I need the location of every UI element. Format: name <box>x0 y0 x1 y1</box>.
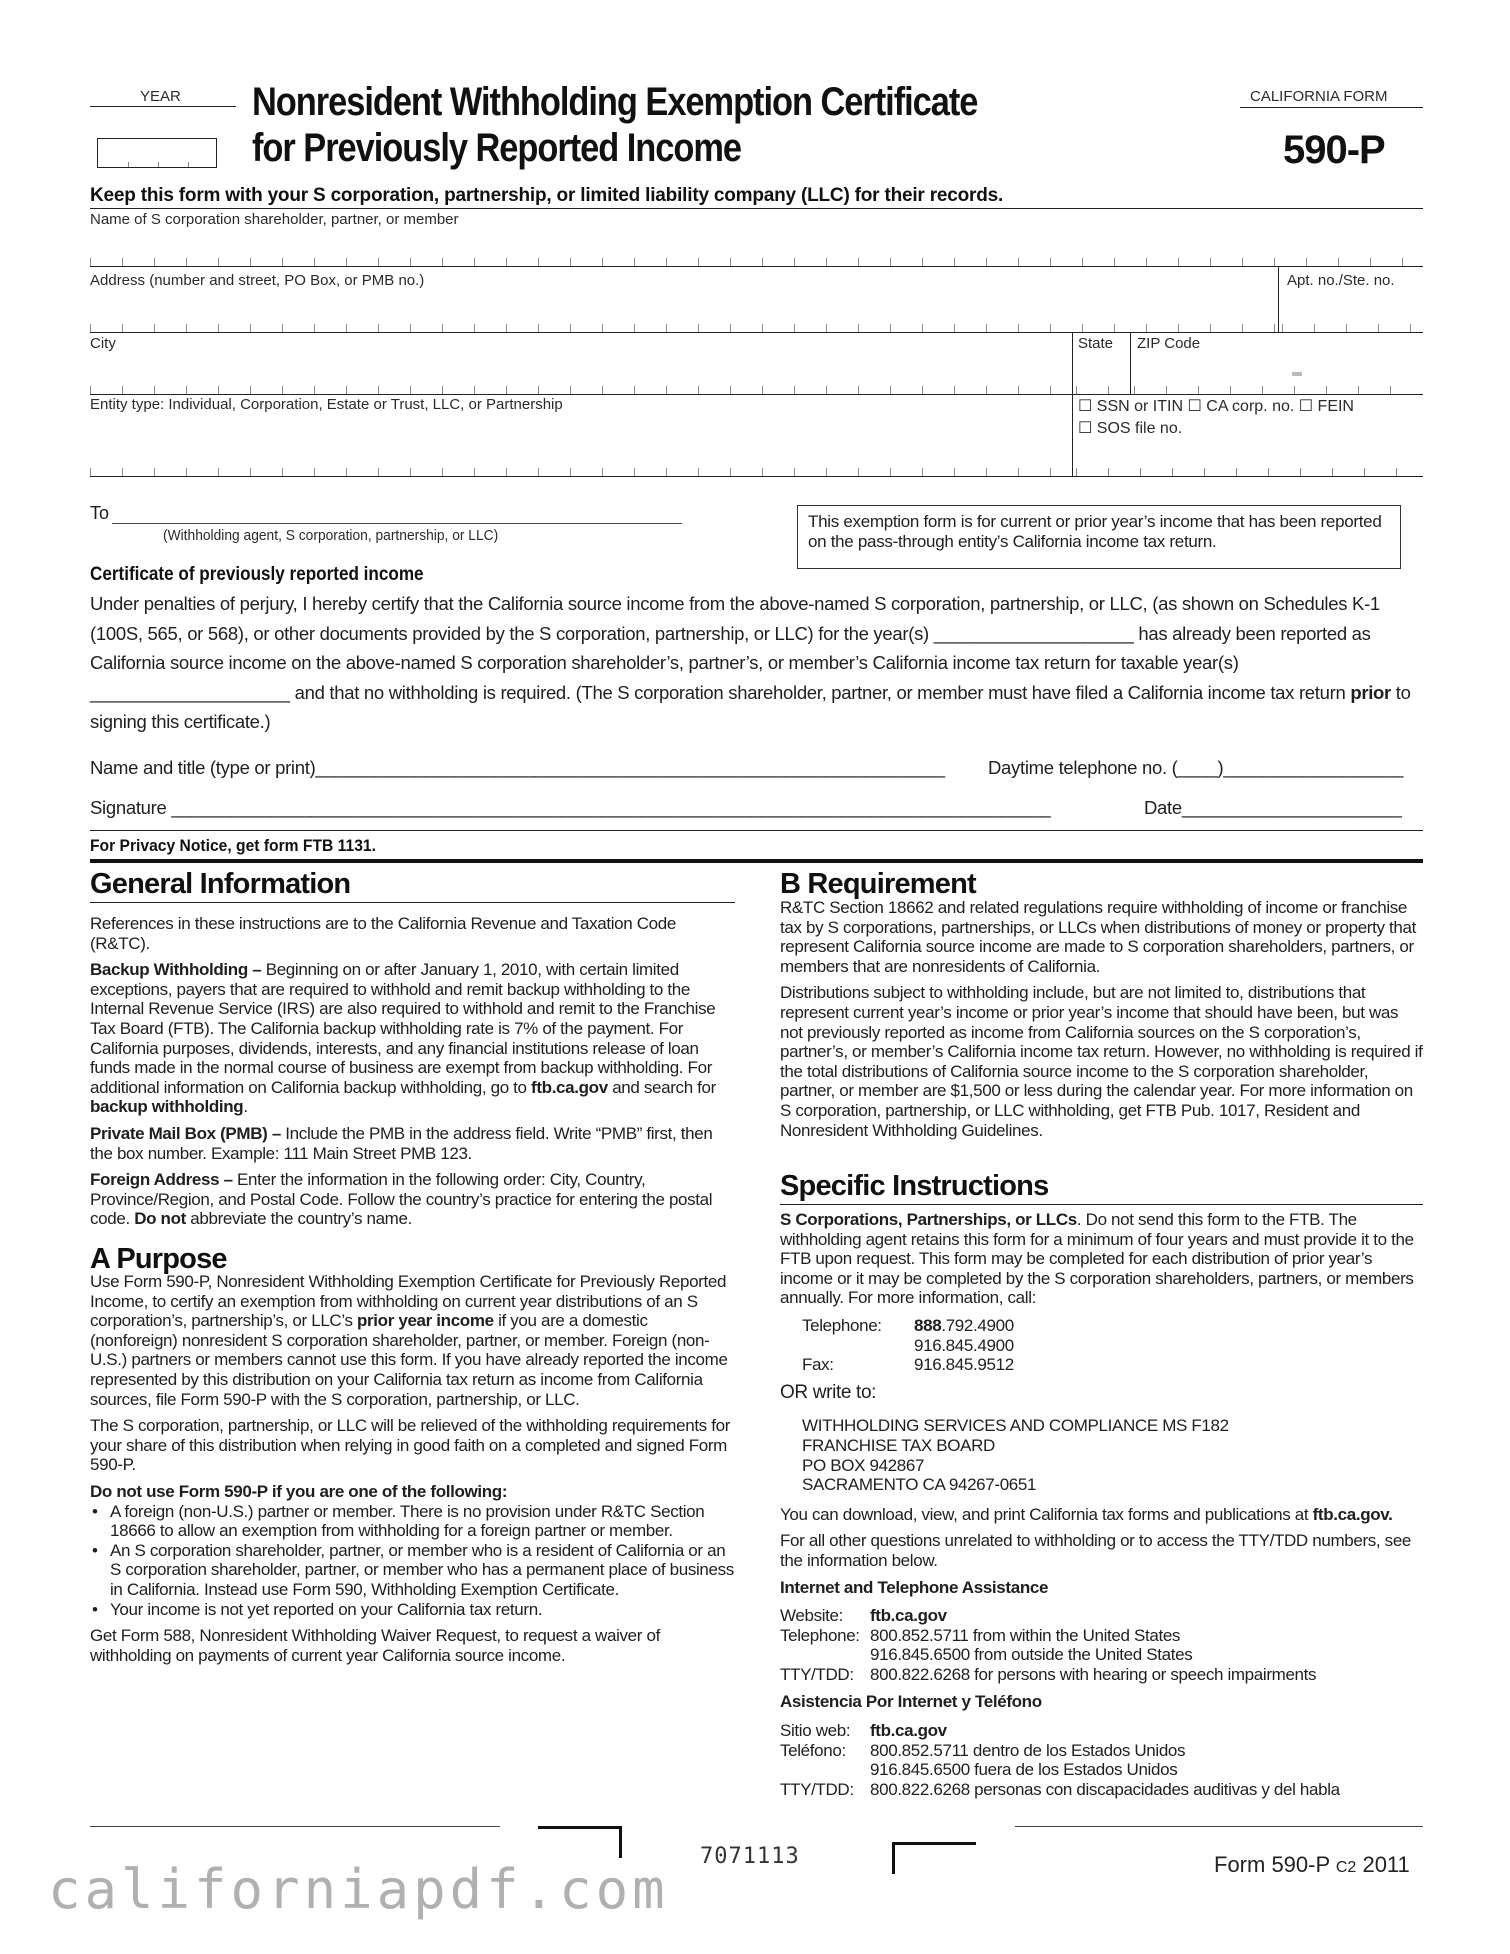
contact-phones: Telephone: 888.792.4900 916.845.4900 Fax: 916.845.9512 <box>802 1315 1014 1375</box>
general-info-text: References in these instructions are to the California Revenue and Taxation Code (R&TC). Backup Withholding – Beginning on or after January 1, 2010, with certain limited exceptions, payers that are required to withhold and remit backup withholding to the Internal Revenue Service (IRS) are also required to withhold and remit to the Franchise Tax Board (FTB). The California backup withholding rate is 7% of the payment. For California purposes, dividends, interests, and any financial institutions release of loan funds made in the normal course of business are exempt from backup withholding. For additional information on California backup withholding, go to ftb.ca.gov and search for backup withholding. Private Mail Box (PMB) – Include the PMB in the address field. Write “PMB” first, then the box number. Example: 111 Main Street PMB 123. Foreign Address – Enter the information in the following order: City, Country, Province/Region, and Postal Code. Follow the country’s practice for entering the postal code. Do not abbreviate the country’s name. <box>90 914 716 1229</box>
list-item: • Your income is not yet reported on your California tax return. <box>90 1600 735 1620</box>
year-label: YEAR <box>140 88 181 105</box>
purpose-bullets <box>90 1502 735 1620</box>
certificate-text: Under penalties of perjury, I hereby certify that the California source income from the above-named S corporation, partnership, or LLC, (as shown on Schedules K-1 (100S, 565, or 568), or other documents provided by the S corporation, partnership, or LLC) for the year(s) ____________________ has already been reported as California source income on the above-named S corporation shareholder’s, partner’s, or member’s California income tax return for taxable year(s) ____________________ and that no withholding is required. (The S corporation shareholder, partner, or member must have filed a California income tax return prior to signing this certificate.) <box>90 593 1411 732</box>
telephone-field[interactable]: Daytime telephone no. (____)__________________ <box>988 757 1404 778</box>
shareholder-name-label: Name of S corporation shareholder, partner, or member <box>90 211 459 228</box>
signature-field[interactable]: Signature ________________________________________________________________________________________ <box>90 797 1051 818</box>
state-field[interactable] <box>1076 386 1128 394</box>
california-form-label: CALIFORNIA FORM <box>1250 88 1388 105</box>
state-label: State <box>1078 335 1114 352</box>
shareholder-name-field[interactable] <box>90 258 1423 266</box>
specific-instructions-text: S Corporations, Partnerships, or LLCs. Do not send this form to the FTB. The withholding agent retains this form for a minimum of four years and must provide it to the FTB upon request. This form may be completed for each distribution of prior year’s income or it may be completed by the S corporation shareholders, partners, or members annually. For more information, call: Telephone: 888.792.4900 916.845.4900 Fax: 916.845.9512 OR write to: WITHHOLDING SERVICES AND COMPLIANCE MS F182 FRANCHISE TAX BOARD PO BOX 942867 SACRAMENTO CA 94267-0651 You can download, view, and print California tax forms and publications at ftb.ca.gov. For all other questions unrelated to withholding or to access the TTY/TDD numbers, see the information below. Internet and Telephone Assistance Website: ftb.ca.gov Telephone: 800.852.5711 from within the United States 916.845.6500 from outside the United States TTY/TDD: 800.822.6268 for persons with hearing or speech impairments Asistencia Por Internet y Teléfono Sitio web: ftb.ca.gov Teléfono: 800.852.5711 dentro de los Estados Unidos 916.845.6500 fuera de los Estados Unidos TTY/TDD: 800.822.6268 personas con discapacidades auditivas y del habla <box>780 1210 1425 1799</box>
zip-label: ZIP Code <box>1137 335 1201 352</box>
id-type-options[interactable]: ☐ SSN or ITIN ☐ CA corp. no. ☐ FEIN <box>1078 398 1354 415</box>
specific-instructions-heading: Specific Instructions <box>780 1170 1049 1202</box>
city-field[interactable] <box>90 386 1070 394</box>
keep-notice: Keep this form with your S corporation, partnership, or limited liability company (LLC) for their records. <box>90 185 1004 206</box>
name-title-field[interactable]: Name and title (type or print)_______________________________________________________________ <box>90 757 945 778</box>
id-number-field[interactable] <box>1076 468 1422 476</box>
scan-mark-left <box>538 1826 622 1858</box>
entity-type-field[interactable] <box>90 468 1070 476</box>
form-code: 7071113 <box>700 1844 800 1869</box>
scan-mark-right <box>892 1842 976 1874</box>
date-field[interactable]: Date______________________ <box>1144 797 1402 818</box>
to-label: To <box>90 503 110 523</box>
year-input-box[interactable] <box>97 138 217 168</box>
apt-field[interactable] <box>1282 324 1422 332</box>
zip-field[interactable] <box>1134 386 1422 394</box>
entity-type-label: Entity type: Individual, Corporation, Estate or Trust, LLC, or Partnership <box>90 396 563 413</box>
purpose-text: Use Form 590-P, Nonresident Withholding Exemption Certificate for Previously Reported Income, to certify an exemption from withholding on current year distributions of an S corporation’s, partnership’s, or LLC’s prior year income if you are a domestic (nonforeign) nonresident S corporation shareholder, partner, or member. Foreign (non-U.S.) partners or members cannot use this form. If you have already reported the income represented by this distribution on your California tax return as income from California sources, file Form 590-P with the S corporation, partnership, or LLC. The S corporation, partnership, or LLC will be relieved of the withholding requirements for your share of this distribution when relying in good faith on a completed and signed Form 590-P. Do not use Form 590-P if you are one of the following: • A foreign (non-U.S.) partner or member. There is no provision under R&TC Section 18666 to allow an exemption from withholding for a foreign partner or member. • An S corporation shareholder, partner, or member who is a resident of California or an S corporation shareholder, partner, or member who has a permanent place of business in California. Instead use Form 590, Withholding Exemption Certificate. • Your income is not yet reported on your California tax return. Get Form 588, Nonresident Withholding Waiver Request, to request a waiver of withholding on payments of current year California source income. <box>90 1272 735 1665</box>
footer-form-id: Form 590-P C2 2011 <box>1214 1852 1410 1877</box>
city-label: City <box>90 335 116 352</box>
form-title-line2: for Previously Reported Income <box>252 126 741 170</box>
zip-dash <box>1292 372 1302 376</box>
asistencia-table: Sitio web: ftb.ca.gov Teléfono: 800.852.5711 dentro de los Estados Unidos 916.845.6500 fuera de los Estados Unidos TTY/TDD: 800.822.6268 personas con discapacidades auditivas y del habla <box>780 1721 1340 1799</box>
sos-file-option[interactable]: ☐ SOS file no. <box>1078 420 1183 437</box>
general-info-heading: General Information <box>90 868 351 900</box>
assistance-table: Website: ftb.ca.gov Telephone: 800.852.5711 from within the United States 916.845.6500 from outside the United States TTY/TDD: 800.822.6268 for persons with hearing or speech impairments <box>780 1606 1317 1684</box>
list-item: • An S corporation shareholder, partner, or member who is a resident of California or an S corporation shareholder, partner, or member who has a permanent place of business in California. Instead use Form 590, Withholding Exemption Certificate. <box>90 1541 735 1600</box>
certificate-heading: Certificate of previously reported income <box>90 564 424 585</box>
withholding-agent-field[interactable] <box>112 523 682 524</box>
list-item: • A foreign (non-U.S.) partner or member. There is no provision under R&TC Section 18666 to allow an exemption from withholding for a foreign partner or member. <box>90 1502 735 1541</box>
apt-label: Apt. no./Ste. no. <box>1287 272 1395 289</box>
address-label: Address (number and street, PO Box, or PMB no.) <box>90 272 425 289</box>
purpose-heading: A Purpose <box>90 1243 227 1275</box>
withholding-agent-caption: (Withholding agent, S corporation, partnership, or LLC) <box>163 527 499 544</box>
exemption-notice-box: This exemption form is for current or prior year’s income that has been reported on the pass-through entity’s California income tax return. <box>797 505 1401 569</box>
watermark-text: californiapdf.com <box>48 1858 669 1921</box>
privacy-notice: For Privacy Notice, get form FTB 1131. <box>90 836 376 855</box>
mailing-address: WITHHOLDING SERVICES AND COMPLIANCE MS F182 FRANCHISE TAX BOARD PO BOX 942867 SACRAMENTO CA 94267-0651 <box>802 1416 1229 1495</box>
form-title-line1: Nonresident Withholding Exemption Certificate <box>252 80 978 124</box>
section-divider <box>90 859 1423 863</box>
address-field[interactable] <box>90 324 1276 332</box>
form-number: 590-P <box>1283 128 1385 172</box>
requirement-text: R&TC Section 18662 and related regulations require withholding of income or franchise tax by S corporations, partnerships, or LLCs when distributions of money or property that represent California source income are made to S corporation shareholders, partners, or members that are nonresidents of California. Distributions subject to withholding include, but are not limited to, distributions that represent current year’s income or prior year’s income that should have been, but was not previously reported as income from California sources on the S corporation’s, partner’s, or member’s California income tax return. However, no withholding is required if the total distributions of California source income to the S corporation shareholder, partner, or member are $1,500 or less during the calendar year. For more information on S corporation, partnership, or LLC withholding, get FTB Pub. 1017, Resident and Nonresident Withholding Guidelines. <box>780 898 1423 1140</box>
requirement-heading: B Requirement <box>780 868 976 900</box>
